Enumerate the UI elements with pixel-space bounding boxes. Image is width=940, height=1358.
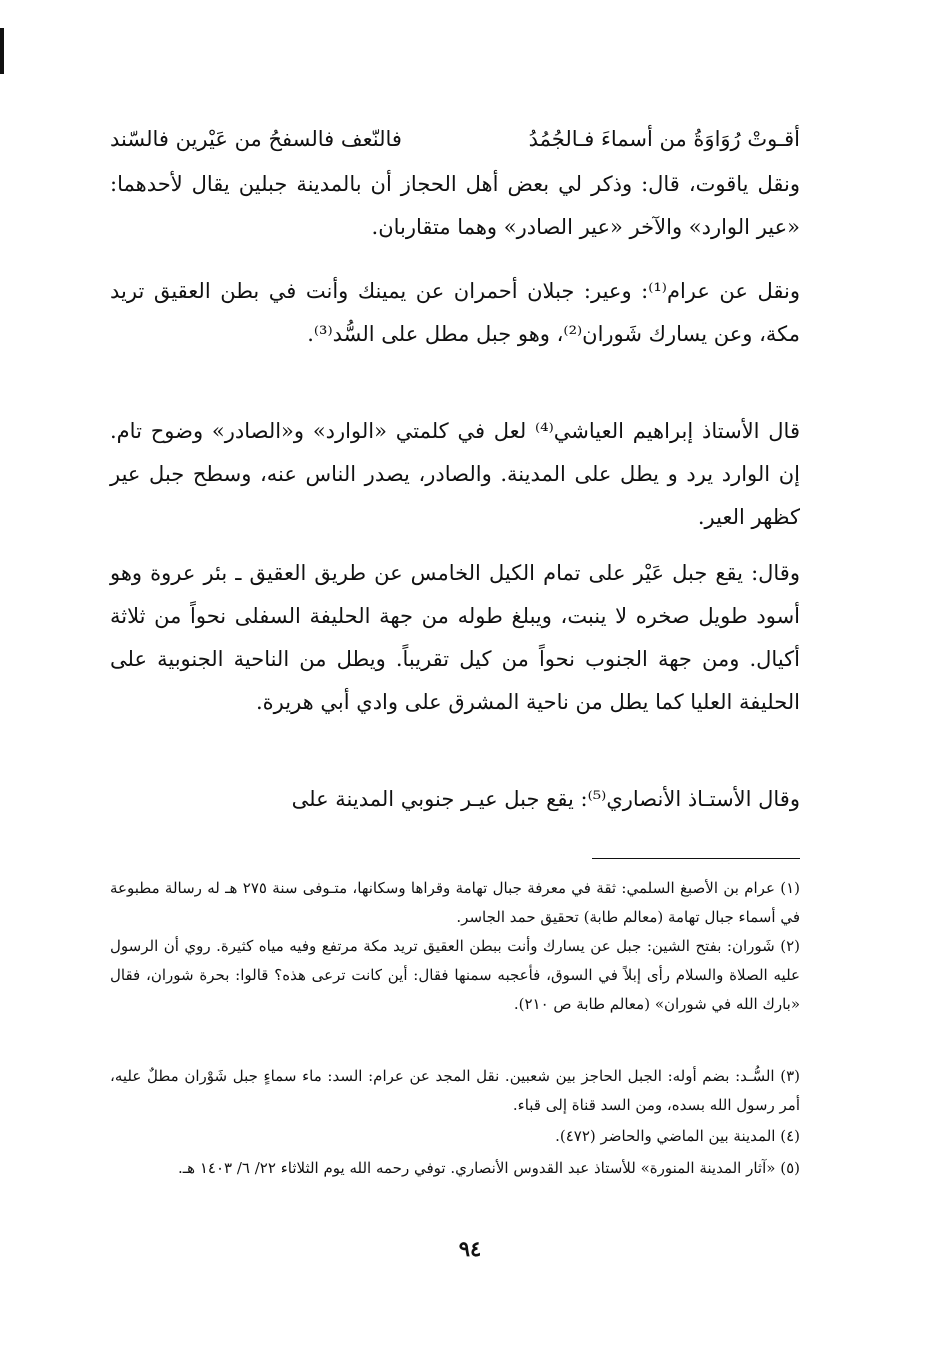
footnote-1: (١) عرام بن الأصبغ السلمي: ثقة في معرفة جبال تهامة وقراها وسكانها، متـوفى سنة ٢٧٥ هـ له رسالة مطبوعة في أسماء جبال تهامة (معالم طابة) تحقيق حمد الجاسر. [110, 879, 801, 926]
paragraph-ayyashi: قال الأستاذ إبراهيم العياشي⁽⁴⁾ لعل في كلمتي «الوارد» و«الصادر» وضوح تام. إن الوارد يرد و يطل على المدينة. والصادر، يصدر الناس عنه، وسطح جبل عير كظهر العير. [110, 419, 800, 529]
footnote-3: (٣) السُّـد: بضم أوله: الجبل الحاجز بين شعبين. نقل المجد عن عرام: السد: ماء سماءٍ جبل شَوْران مطلٌ عليه، أمر رسول الله بسده، ومن السد قناة إلى قباء. [110, 1067, 800, 1114]
footnote-4: (٤) المدينة بين الماضي والحاضر (٤٧٢). [555, 1127, 800, 1145]
page-edge-mark [0, 28, 4, 74]
verse-left-hemistich: فالنّعف فالسفحُ من عَيْرين فالسّند [110, 127, 402, 151]
footnote-separator [592, 858, 800, 859]
paragraph-yaqut: ونقل ياقوت، قال: وذكر لي بعض أهل الحجاز أن بالمدينة جبلين يقال لأحدهما: «عير الوارد» والآخر «عير الصادر» وهما متقاربان. [110, 172, 800, 239]
footnote-2: (٢) شَوران: بفتح الشين: جبل عن يسارك وأنت ببطن العقيق تريد مكة مرتفع وفيه مياه كثيرة. روي أن الرسول عليه الصلاة والسلام رأى إبلاً في السوق، فأعجبه سمنها فقال: أين كانت ترعى هذه؟ قالوا: بحرة شوران، فقال «بارك الله في شوران» (معالم طابة ص ٢١٠). [110, 937, 800, 1013]
page-number: ٩٤ [458, 1236, 482, 1261]
paragraph-jabal-ayr: وقال: يقع جبل عَيْر على تمام الكيل الخامس عن طريق العقيق ـ بئر عروة وهو أسود طويل صخره لا ينبت، ويبلغ طوله من جهة الحليفة السفلى نحواً من ثلاثة أكيال. ومن جهة الجنوب نحواً من كيل تقريباً. ويطل من الناحية الجنوبية على الحليفة العليا كما يطل من ناحية المشرق على وادي أبي هريرة. [110, 561, 800, 714]
paragraph-ansari: وقال الأستـاذ الأنصاري⁽⁵⁾: يقع جبل عيـر جنوبي المدينة على [291, 787, 800, 811]
paragraph-aram: ونقل عن عرام⁽¹⁾: وعير: جبلان أحمران عن يمينك وأنت في بطن العقيق تريد مكة، وعن يسارك شَوران⁽²⁾، وهو جبل مطل على السُّد⁽³⁾. [110, 279, 800, 346]
verse-right-hemistich: أقـوتْ رُوَاوَةُ من أسماءَ فـالجُمُدُ [528, 127, 800, 151]
poetry-verse [110, 118, 800, 161]
footnote-5: (٥) «آثار المدينة المنورة» للأستاذ عبد القدوس الأنصاري. توفي رحمه الله يوم الثلاثاء ٢٢/ ٦/ ١٤٠٣ هـ. [178, 1159, 800, 1177]
